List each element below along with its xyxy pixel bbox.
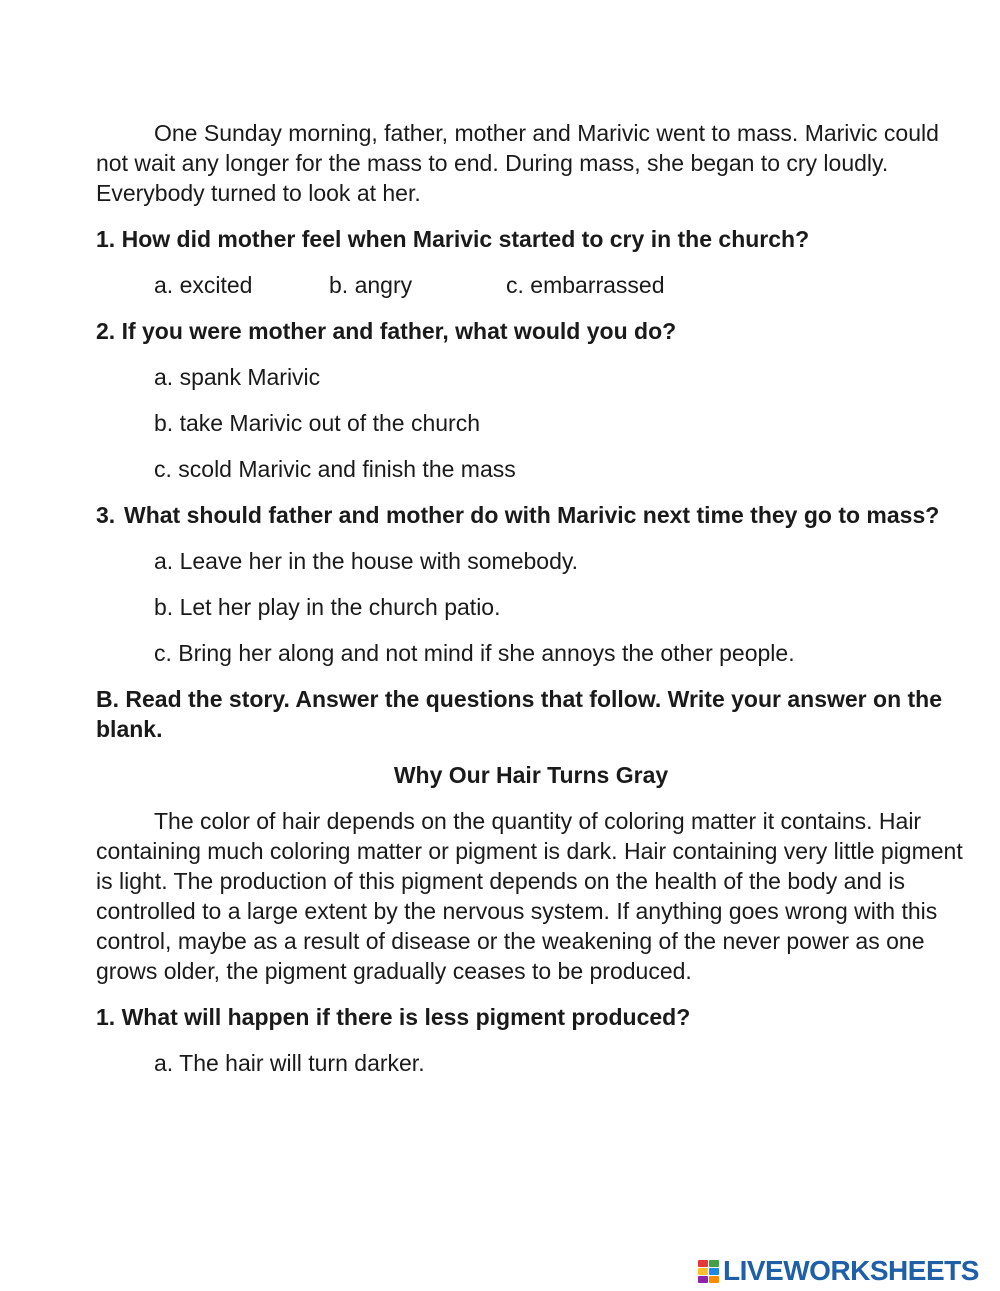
choices-a1 [154, 270, 966, 300]
choice-a3-a[interactable]: a. Leave her in the house with somebody. [154, 548, 579, 574]
question-text: What will happen if there is less pigment produced? [121, 1004, 691, 1030]
question-a2 [96, 316, 966, 346]
question-number: 1. [96, 1004, 116, 1030]
logo-text: LIVEWORKSHEETS [723, 1255, 979, 1286]
question-number: 1. [96, 226, 116, 252]
logo-mark-cell [709, 1276, 719, 1283]
choice-a3-b[interactable]: b. Let her play in the church patio. [154, 594, 501, 620]
story-text: The color of hair depends on the quantity of coloring matter it contains. Hair containing much coloring matter or pigment is dark. Hair containing very little pigment is light. The production of this pigment depends on the health of the body and is controlled to a large extent by the nervous system. If anything goes wrong with this control, maybe as a result of disease or the weakening of the never power as one grows older, the pigment gradually ceases to be produced. [96, 808, 963, 984]
choice-b1-a[interactable]: a. The hair will turn darker. [154, 1050, 425, 1076]
question-number: 3. [96, 502, 116, 528]
story-title: Why Our Hair Turns Gray [393, 762, 669, 788]
question-a3 [96, 500, 966, 530]
liveworksheets-logo[interactable] [698, 1256, 979, 1286]
worksheet-page [96, 118, 966, 1078]
choice-a3-c[interactable]: c. Bring her along and not mind if she annoys the other people. [154, 640, 795, 666]
logo-mark-cell [698, 1276, 708, 1283]
choice-a1-c[interactable]: c. embarrassed [506, 272, 665, 298]
logo-mark-cell [698, 1268, 708, 1275]
logo-mark-icon [698, 1260, 719, 1283]
question-text: What should father and mother do with Marivic next time they go to mass? [124, 502, 940, 528]
question-a1 [96, 224, 966, 254]
question-text: If you were mother and father, what would you do? [121, 318, 677, 344]
choice-a2-c[interactable]: c. scold Marivic and finish the mass [154, 456, 516, 482]
question-text: How did mother feel when Marivic started to cry in the church? [121, 226, 810, 252]
choice-a1-b[interactable]: b. angry [329, 272, 413, 298]
choice-a1-a[interactable]: a. excited [154, 272, 253, 298]
section-b-instruction: B. Read the story. Answer the questions that follow. Write your answer on the blank. [96, 686, 943, 742]
question-number: 2. [96, 318, 116, 344]
logo-mark-cell [709, 1260, 719, 1267]
passage-a: One Sunday morning, father, mother and Marivic went to mass. Marivic could not wait any longer for the mass to end. During mass, she began to cry loudly. Everybody turned to look at her. [96, 120, 939, 206]
choice-a2-a[interactable]: a. spank Marivic [154, 364, 321, 390]
logo-mark-cell [709, 1268, 719, 1275]
question-b1 [96, 1002, 966, 1032]
choice-a2-b[interactable]: b. take Marivic out of the church [154, 410, 480, 436]
logo-mark-cell [698, 1260, 708, 1267]
